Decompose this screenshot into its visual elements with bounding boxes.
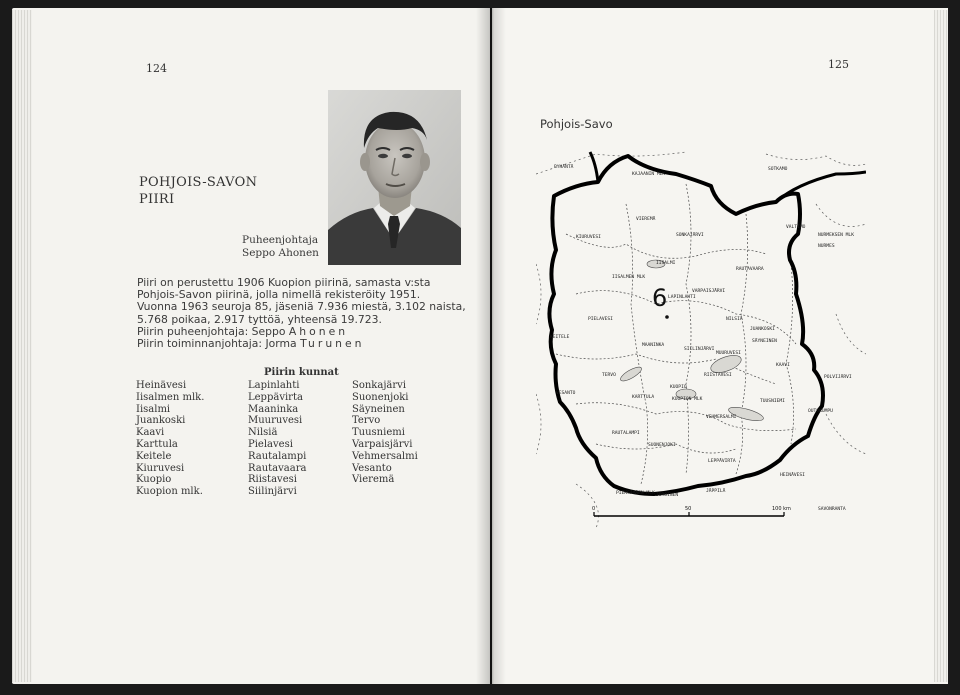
outer-boundaries bbox=[536, 152, 866, 528]
municipality-item: Vieremä bbox=[352, 474, 395, 486]
place-label: HEINÄVESI bbox=[780, 473, 805, 478]
place-label: VIEREMÄ bbox=[636, 217, 656, 222]
municipality-item: Rautalampi bbox=[248, 450, 307, 462]
municipality-item: Riistavesi bbox=[248, 474, 297, 486]
page-number-left: 124 bbox=[146, 62, 167, 75]
municipality-item: Karttula bbox=[136, 438, 178, 450]
municipality-item: Kiuruvesi bbox=[136, 462, 185, 474]
municipality-item: Vehmersalmi bbox=[352, 450, 418, 462]
district-title bbox=[139, 174, 257, 208]
municipality-item: Keitele bbox=[136, 450, 172, 462]
place-label: KIURUVESI bbox=[576, 235, 601, 240]
district-history-paragraph bbox=[137, 277, 477, 350]
district-border bbox=[549, 156, 823, 494]
place-label: KUOPIO bbox=[670, 385, 687, 390]
right-page bbox=[492, 8, 948, 684]
place-label: TUUSNIEMI bbox=[760, 399, 785, 404]
district-map bbox=[536, 144, 866, 528]
municipality-item: Iisalmi bbox=[136, 403, 171, 415]
municipalities-heading: Piirin kunnat bbox=[264, 367, 339, 378]
municipality-item: Vesanto bbox=[352, 462, 392, 474]
municipality-item: Juankoski bbox=[136, 415, 186, 427]
paragraph-line: Vuonna 1963 seuroja 85, jäseniä 7.936 miestä, 3.102 naista, bbox=[137, 300, 466, 314]
district-number: 6 bbox=[652, 284, 668, 312]
municipalities-column-1 bbox=[136, 380, 204, 498]
municipalities-column-3 bbox=[352, 380, 418, 486]
caption-role: Puheenjohtaja bbox=[242, 234, 319, 246]
north-border-line bbox=[590, 152, 598, 182]
place-label: POLVIJÄRVI bbox=[824, 375, 852, 380]
place-label: MAANINKA bbox=[642, 343, 665, 348]
municipality-item: Siilinjärvi bbox=[248, 486, 297, 498]
place-label: NURMEKSEN MLK bbox=[818, 233, 854, 238]
municipality-item: Rautavaara bbox=[248, 462, 307, 474]
book-spread bbox=[6, 8, 954, 688]
caption-name: Seppo Ahonen bbox=[242, 247, 319, 259]
place-label: LEPPÄVIRTA bbox=[708, 459, 736, 464]
municipalities-column-2 bbox=[248, 380, 306, 498]
place-label: SUONENJOKI bbox=[648, 443, 676, 448]
page-edges-right bbox=[934, 10, 948, 682]
paragraph-line: Pohjois-Savon piirinä, jolla nimellä rekisteröity 1951. bbox=[137, 288, 421, 302]
place-label: MUURUVESI bbox=[716, 351, 741, 356]
municipality-item: Säyneinen bbox=[352, 403, 405, 415]
director-surname: Turunen bbox=[300, 337, 365, 351]
municipality-item: Kaavi bbox=[136, 427, 165, 439]
left-page bbox=[12, 8, 490, 684]
place-label: SIILINJÄRVI bbox=[684, 347, 715, 352]
municipality-item: Tervo bbox=[352, 415, 381, 427]
municipality-item: Tuusniemi bbox=[352, 427, 405, 439]
place-label: SONKAJÄRVI bbox=[676, 233, 704, 238]
paragraph-line: 5.768 poikaa, 2.917 tyttöä, yhteensä 19.723. bbox=[137, 312, 382, 326]
municipality-item: Muuruvesi bbox=[248, 415, 303, 427]
place-label: KAAVI bbox=[776, 363, 790, 368]
place-label: SOTKAMO bbox=[768, 167, 788, 172]
municipality-item: Leppävirta bbox=[248, 391, 303, 403]
place-label: RIISTAVESI bbox=[704, 373, 732, 378]
map-title: Pohjois-Savo bbox=[540, 117, 613, 131]
scale-bar bbox=[592, 506, 791, 516]
place-label: VARPAISJÄRVI bbox=[692, 289, 726, 294]
place-label: NURMES bbox=[818, 244, 835, 249]
chairman-surname: Ahonen bbox=[288, 324, 349, 338]
place-label: VALTIMO bbox=[786, 225, 806, 230]
place-label: SÄYNEINEN bbox=[752, 339, 777, 344]
place-label: VESANTO bbox=[556, 391, 576, 396]
place-label: OUTOKUMPU bbox=[808, 409, 833, 414]
place-label: TERVO bbox=[602, 373, 616, 378]
place-label: JUANKOSKI bbox=[750, 327, 775, 332]
page-edges-left bbox=[12, 10, 32, 682]
district-title-line2: PIIRI bbox=[139, 192, 175, 207]
portrait-photo-icon bbox=[328, 90, 461, 265]
place-label: KAJAANIN MLK bbox=[632, 172, 666, 177]
municipality-item: Sonkajärvi bbox=[352, 380, 407, 391]
place-label: PIELAVESI bbox=[588, 317, 613, 322]
municipality-item: Pielavesi bbox=[248, 438, 293, 450]
place-label: KUOPION MLK bbox=[672, 397, 703, 402]
place-label: PYHÄNTÄ bbox=[554, 165, 574, 170]
district-title-line1: POHJOIS-SAVON bbox=[139, 175, 258, 190]
chairman-portrait bbox=[328, 90, 461, 265]
place-label: NILSIÄ bbox=[726, 317, 743, 322]
municipal-boundaries bbox=[556, 184, 796, 484]
municipality-item: Maaninka bbox=[248, 403, 299, 415]
book-gutter bbox=[476, 8, 506, 684]
place-label: KEITELE bbox=[550, 335, 570, 340]
director-line: Piirin toiminnanjohtaja: Jorma Turunen bbox=[137, 337, 365, 351]
municipality-item: Heinävesi bbox=[136, 380, 187, 391]
place-label: IISALMI bbox=[656, 261, 676, 266]
place-label: LAPINLAHTI bbox=[668, 295, 696, 300]
paragraph-line: Piiri on perustettu 1906 Kuopion piirinä, samasta v:sta bbox=[137, 276, 431, 289]
place-label: PIEKSÄMÄEN MLK bbox=[616, 491, 655, 496]
photo-caption bbox=[242, 234, 319, 260]
municipality-item: Kuopio bbox=[136, 474, 172, 486]
municipality-item: Varpaisjärvi bbox=[352, 438, 413, 450]
place-label: RAUTAVAARA bbox=[736, 267, 764, 272]
page-number-right: 125 bbox=[828, 58, 849, 71]
municipality-item: Suonenjoki bbox=[352, 391, 409, 403]
place-label: VEHMERSALMI bbox=[706, 415, 737, 420]
scale-label: 0 bbox=[592, 506, 596, 512]
district-number-dot bbox=[665, 315, 669, 319]
municipality-item: Nilsiä bbox=[248, 427, 278, 439]
municipality-item: Lapinlahti bbox=[248, 380, 300, 391]
place-label: JOROINEN bbox=[656, 493, 679, 498]
place-label: KARTTULA bbox=[632, 395, 655, 400]
place-label: IISALMEN MLK bbox=[612, 275, 646, 280]
place-label: JÄPPILÄ bbox=[706, 489, 726, 494]
scale-label: 100 km bbox=[772, 506, 791, 512]
municipality-item: Iisalmen mlk. bbox=[136, 391, 205, 403]
municipality-item: Kuopion mlk. bbox=[136, 486, 203, 498]
place-label: RAUTALAMPI bbox=[612, 431, 640, 436]
northeast-border-line bbox=[776, 172, 866, 202]
place-label: SAVONRANTA bbox=[818, 507, 846, 512]
scale-label: 50 bbox=[685, 506, 692, 512]
chairman-line: Piirin puheenjohtaja: Seppo Ahonen bbox=[137, 324, 349, 338]
